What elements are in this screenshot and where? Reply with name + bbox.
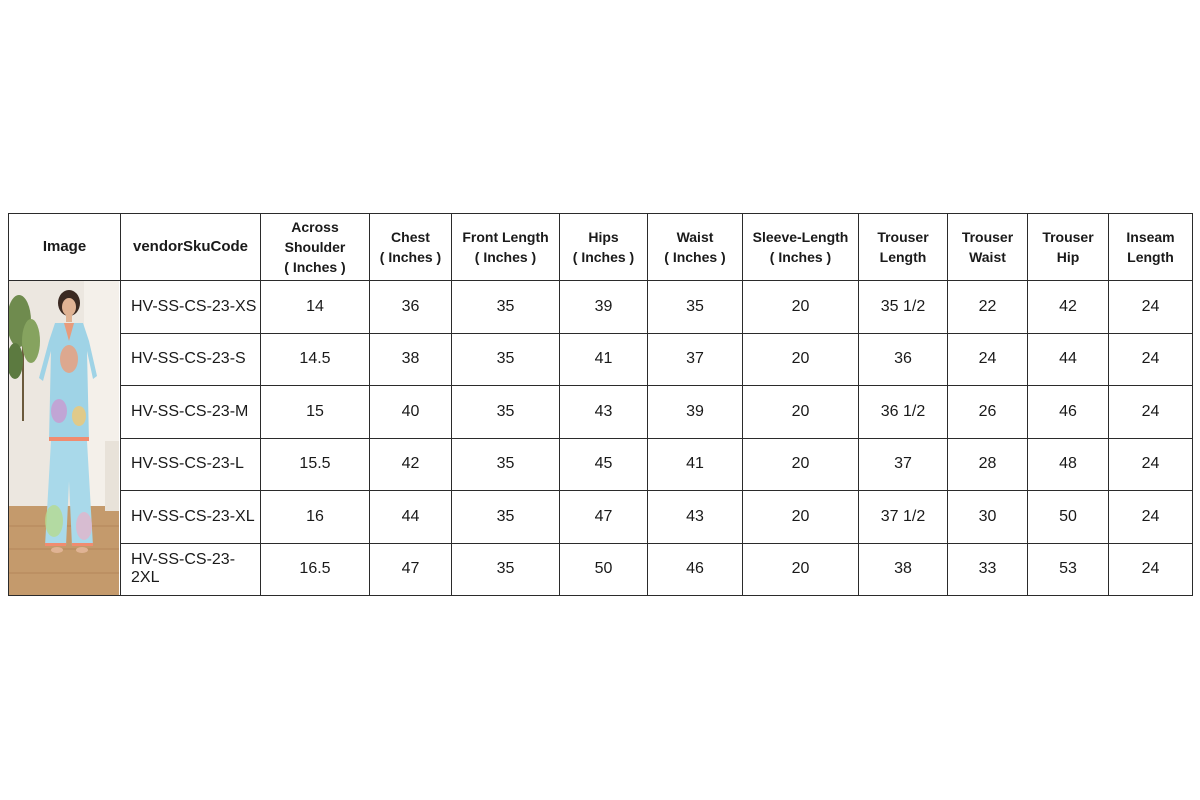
table-row bbox=[9, 333, 1193, 386]
measurement-cell: 43 bbox=[560, 386, 648, 439]
sku-code-cell: HV-SS-CS-23-XL bbox=[121, 491, 261, 544]
measurement-cell: 20 bbox=[743, 438, 859, 491]
measurement-cell: 24 bbox=[1109, 491, 1193, 544]
measurement-cell: 37 bbox=[859, 438, 948, 491]
measurement-cell: 28 bbox=[948, 438, 1028, 491]
header-unit: Hip bbox=[1056, 249, 1080, 265]
measurement-cell: 53 bbox=[1028, 543, 1109, 596]
measurement-cell: 41 bbox=[560, 333, 648, 386]
measurement-cell: 43 bbox=[648, 491, 743, 544]
table-row bbox=[9, 491, 1193, 544]
header-inseam-length bbox=[1109, 214, 1193, 281]
measurement-cell: 42 bbox=[1028, 281, 1109, 334]
measurement-cell: 24 bbox=[1109, 281, 1193, 334]
measurement-cell: 41 bbox=[648, 438, 743, 491]
measurement-cell: 44 bbox=[370, 491, 452, 544]
measurement-cell: 33 bbox=[948, 543, 1028, 596]
header-unit: Waist bbox=[969, 249, 1006, 265]
measurement-cell: 22 bbox=[948, 281, 1028, 334]
measurement-cell: 39 bbox=[560, 281, 648, 334]
header-trouser-waist bbox=[948, 214, 1028, 281]
header-waist bbox=[648, 214, 743, 281]
measurement-cell: 35 bbox=[648, 281, 743, 334]
measurement-cell: 40 bbox=[370, 386, 452, 439]
measurement-cell: 44 bbox=[1028, 333, 1109, 386]
measurement-cell: 48 bbox=[1028, 438, 1109, 491]
measurement-cell: 24 bbox=[1109, 438, 1193, 491]
header-unit: Length bbox=[1127, 249, 1174, 265]
header-row bbox=[9, 214, 1193, 281]
table-row bbox=[9, 543, 1193, 596]
header-label: Image bbox=[42, 238, 87, 255]
header-label: Chest bbox=[391, 229, 430, 245]
measurement-cell: 35 bbox=[452, 491, 560, 544]
header-label: Trouser bbox=[961, 229, 1014, 245]
header-chest bbox=[370, 214, 452, 281]
sku-code-cell: HV-SS-CS-23-L bbox=[121, 438, 261, 491]
header-image bbox=[9, 214, 121, 281]
measurement-cell: 35 bbox=[452, 543, 560, 596]
header-label: Across Shoulder bbox=[284, 219, 346, 255]
measurement-cell: 14.5 bbox=[261, 333, 370, 386]
measurement-cell: 20 bbox=[743, 491, 859, 544]
measurement-cell: 35 bbox=[452, 438, 560, 491]
measurement-cell: 24 bbox=[948, 333, 1028, 386]
measurement-cell: 46 bbox=[1028, 386, 1109, 439]
sku-code-cell: HV-SS-CS-23-XS bbox=[121, 281, 261, 334]
header-label: Inseam bbox=[1126, 229, 1175, 245]
measurement-cell: 30 bbox=[948, 491, 1028, 544]
measurement-cell: 20 bbox=[743, 543, 859, 596]
table-row bbox=[9, 281, 1193, 334]
header-unit: ( Inches ) bbox=[572, 249, 635, 265]
header-unit: ( Inches ) bbox=[474, 249, 537, 265]
sku-code-cell: HV-SS-CS-23-S bbox=[121, 333, 261, 386]
measurement-cell: 15 bbox=[261, 386, 370, 439]
table-row bbox=[9, 386, 1193, 439]
measurement-cell: 47 bbox=[560, 491, 648, 544]
measurement-cell: 24 bbox=[1109, 386, 1193, 439]
measurement-cell: 50 bbox=[560, 543, 648, 596]
measurement-cell: 35 bbox=[452, 281, 560, 334]
measurement-cell: 26 bbox=[948, 386, 1028, 439]
measurement-cell: 20 bbox=[743, 333, 859, 386]
header-trouser-length bbox=[859, 214, 948, 281]
measurement-cell: 39 bbox=[648, 386, 743, 439]
measurement-cell: 35 bbox=[452, 333, 560, 386]
measurement-cell: 35 bbox=[452, 386, 560, 439]
header-across-shoulder bbox=[261, 214, 370, 281]
measurement-cell: 46 bbox=[648, 543, 743, 596]
header-vendor-sku-code bbox=[121, 214, 261, 281]
measurement-cell: 37 1/2 bbox=[859, 491, 948, 544]
measurement-cell: 36 bbox=[859, 333, 948, 386]
measurement-cell: 35 1/2 bbox=[859, 281, 948, 334]
sku-code-cell: HV-SS-CS-23-M bbox=[121, 386, 261, 439]
header-unit: ( Inches ) bbox=[284, 259, 346, 275]
measurement-cell: 24 bbox=[1109, 333, 1193, 386]
header-hips bbox=[560, 214, 648, 281]
measurement-cell: 16 bbox=[261, 491, 370, 544]
measurement-cell: 38 bbox=[370, 333, 452, 386]
header-label: Hips bbox=[588, 229, 619, 245]
header-unit: ( Inches ) bbox=[379, 249, 442, 265]
measurement-cell: 36 bbox=[370, 281, 452, 334]
measurement-cell: 24 bbox=[1109, 543, 1193, 596]
header-front-length bbox=[452, 214, 560, 281]
header-unit: Length bbox=[879, 249, 927, 265]
measurement-cell: 20 bbox=[743, 281, 859, 334]
header-label: Front Length bbox=[462, 229, 549, 245]
product-image-cell bbox=[9, 281, 121, 596]
measurement-cell: 37 bbox=[648, 333, 743, 386]
header-unit: ( Inches ) bbox=[664, 249, 726, 265]
header-label: Trouser bbox=[877, 229, 929, 245]
header-label: Waist bbox=[676, 229, 714, 245]
measurement-cell: 36 1/2 bbox=[859, 386, 948, 439]
measurement-cell: 47 bbox=[370, 543, 452, 596]
sku-code-cell: HV-SS-CS-23-2XL bbox=[121, 543, 261, 596]
header-trouser-hip bbox=[1028, 214, 1109, 281]
header-unit: ( Inches ) bbox=[769, 249, 832, 265]
measurement-cell: 20 bbox=[743, 386, 859, 439]
measurement-cell: 42 bbox=[370, 438, 452, 491]
measurement-cell: 15.5 bbox=[261, 438, 370, 491]
measurement-cell: 14 bbox=[261, 281, 370, 334]
product-photo-icon bbox=[9, 281, 119, 595]
header-label: Sleeve-Length bbox=[752, 229, 849, 245]
header-label: vendorSkuCode bbox=[132, 238, 249, 255]
measurement-cell: 38 bbox=[859, 543, 948, 596]
measurement-cell: 16.5 bbox=[261, 543, 370, 596]
table-body bbox=[9, 281, 1193, 596]
table-row bbox=[9, 438, 1193, 491]
measurement-cell: 45 bbox=[560, 438, 648, 491]
header-sleeve-length bbox=[743, 214, 859, 281]
size-chart-table bbox=[8, 213, 1193, 596]
header-label: Trouser bbox=[1042, 229, 1094, 245]
measurement-cell: 50 bbox=[1028, 491, 1109, 544]
